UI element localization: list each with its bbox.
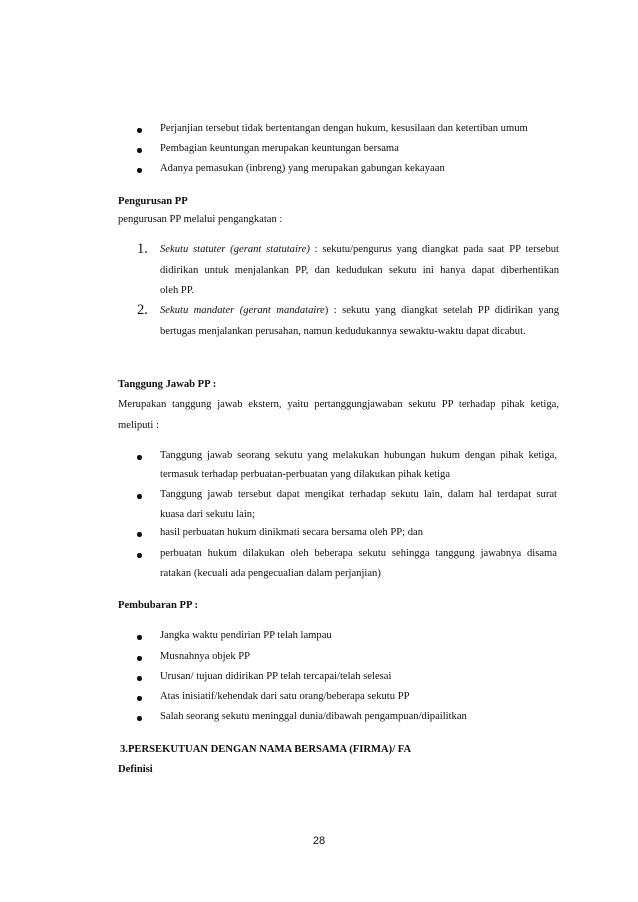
list-item-text: Urusan/ tujuan didirikan PP telah tercapai/telah selesai (160, 671, 392, 682)
bullet-icon (137, 168, 142, 173)
bullet-icon (137, 676, 142, 681)
bullet-icon (137, 656, 142, 661)
item-text: bertugas menjalankan perusahan, namun kedudukannya sewaktu-waktu dapat dicabut. (160, 325, 526, 337)
item-term: Sekutu mandater (gerant mandataire (160, 305, 325, 316)
bullet-icon (137, 494, 142, 499)
bullet-icon (137, 716, 142, 721)
paragraph-line: meliputi : (118, 420, 159, 431)
list-item-text: perbuatan hukum dilakukan oleh beberapa sekutu sehingga tanggung jawabnya disama (160, 548, 557, 559)
list-item-text: Perjanjian tersebut tidak bertentangan dengan hukum, kesusilaan dan ketertiban umum (160, 123, 528, 134)
list-item-text: Jangka waktu pendirian PP telah lampau (160, 630, 332, 641)
list-item-text: Adanya pemasukan (inbreng) yang merupakan gabungan kekayaan (160, 163, 445, 174)
section-subheading: Definisi (118, 764, 153, 775)
list-item-text: hasil perbuatan hukum dinikmati secara bersama oleh PP; dan (160, 527, 424, 538)
page-number: 28 (312, 835, 326, 847)
list-item-text: ratakan (kecuali ada pengecualian dalam perjanjian) (160, 568, 381, 579)
bullet-icon (137, 128, 142, 133)
list-item-text: Tanggung jawab seorang sekutu yang melakukan hubungan hukum dengan pihak ketiga, (160, 450, 557, 461)
item-number: 1. (137, 241, 148, 257)
item-number: 2. (137, 302, 148, 318)
item-text: : sekutu/pengurus yang diangkat pada saat PP tersebut (309, 244, 559, 255)
item-text: ) : sekutu yang diangkat setelah PP didirikan yang (324, 305, 560, 316)
bullet-icon (137, 455, 142, 460)
section-intro: pengurusan PP melalui pengangkatan : (118, 214, 283, 225)
list-item-text: termasuk terhadap perbuatan-perbuatan yang dilakukan pihak ketiga (160, 469, 451, 480)
section-heading: Pengurusan PP (118, 196, 188, 207)
bullet-icon (137, 532, 142, 537)
item-text: oleh PP. (160, 285, 195, 296)
item-term: Sekutu statuter (gerant statutaire) (160, 244, 310, 255)
list-item-text: Pembagian keuntungan merupakan keuntungan bersama (160, 143, 399, 154)
list-item-text: Tanggung jawab tersebut dapat mengikat terhadap sekutu lain, dalam hal terdapat surat (160, 489, 557, 500)
list-item-text: kuasa dari sekutu lain; (160, 509, 256, 520)
list-item-text: Salah seorang sekutu meninggal dunia/dibawah pengampuan/dipailitkan (160, 711, 467, 722)
bullet-icon (137, 148, 142, 153)
list-item-text: Atas inisiatif/kehendak dari satu orang/beberapa sekutu PP (160, 691, 410, 702)
section-heading: Tanggung Jawab PP : (118, 379, 217, 390)
paragraph-line: Merupakan tanggung jawab ekstern, yaitu pertanggungjawaban sekutu PP terhadap pihak ketiga, (118, 399, 559, 410)
list-item-text: Musnahnya objek PP (160, 651, 251, 662)
bullet-icon (137, 696, 142, 701)
item-text: didirikan untuk menjalankan PP, dan kedudukan sekutu ini hanya dapat diberhentikan (160, 264, 559, 276)
section-heading: Pembubaran PP : (118, 600, 199, 611)
bullet-icon (137, 553, 142, 558)
section-heading: 3.PERSEKUTUAN DENGAN NAMA BERSAMA (FIRMA)/ FA (120, 744, 412, 755)
bullet-icon (137, 635, 142, 640)
